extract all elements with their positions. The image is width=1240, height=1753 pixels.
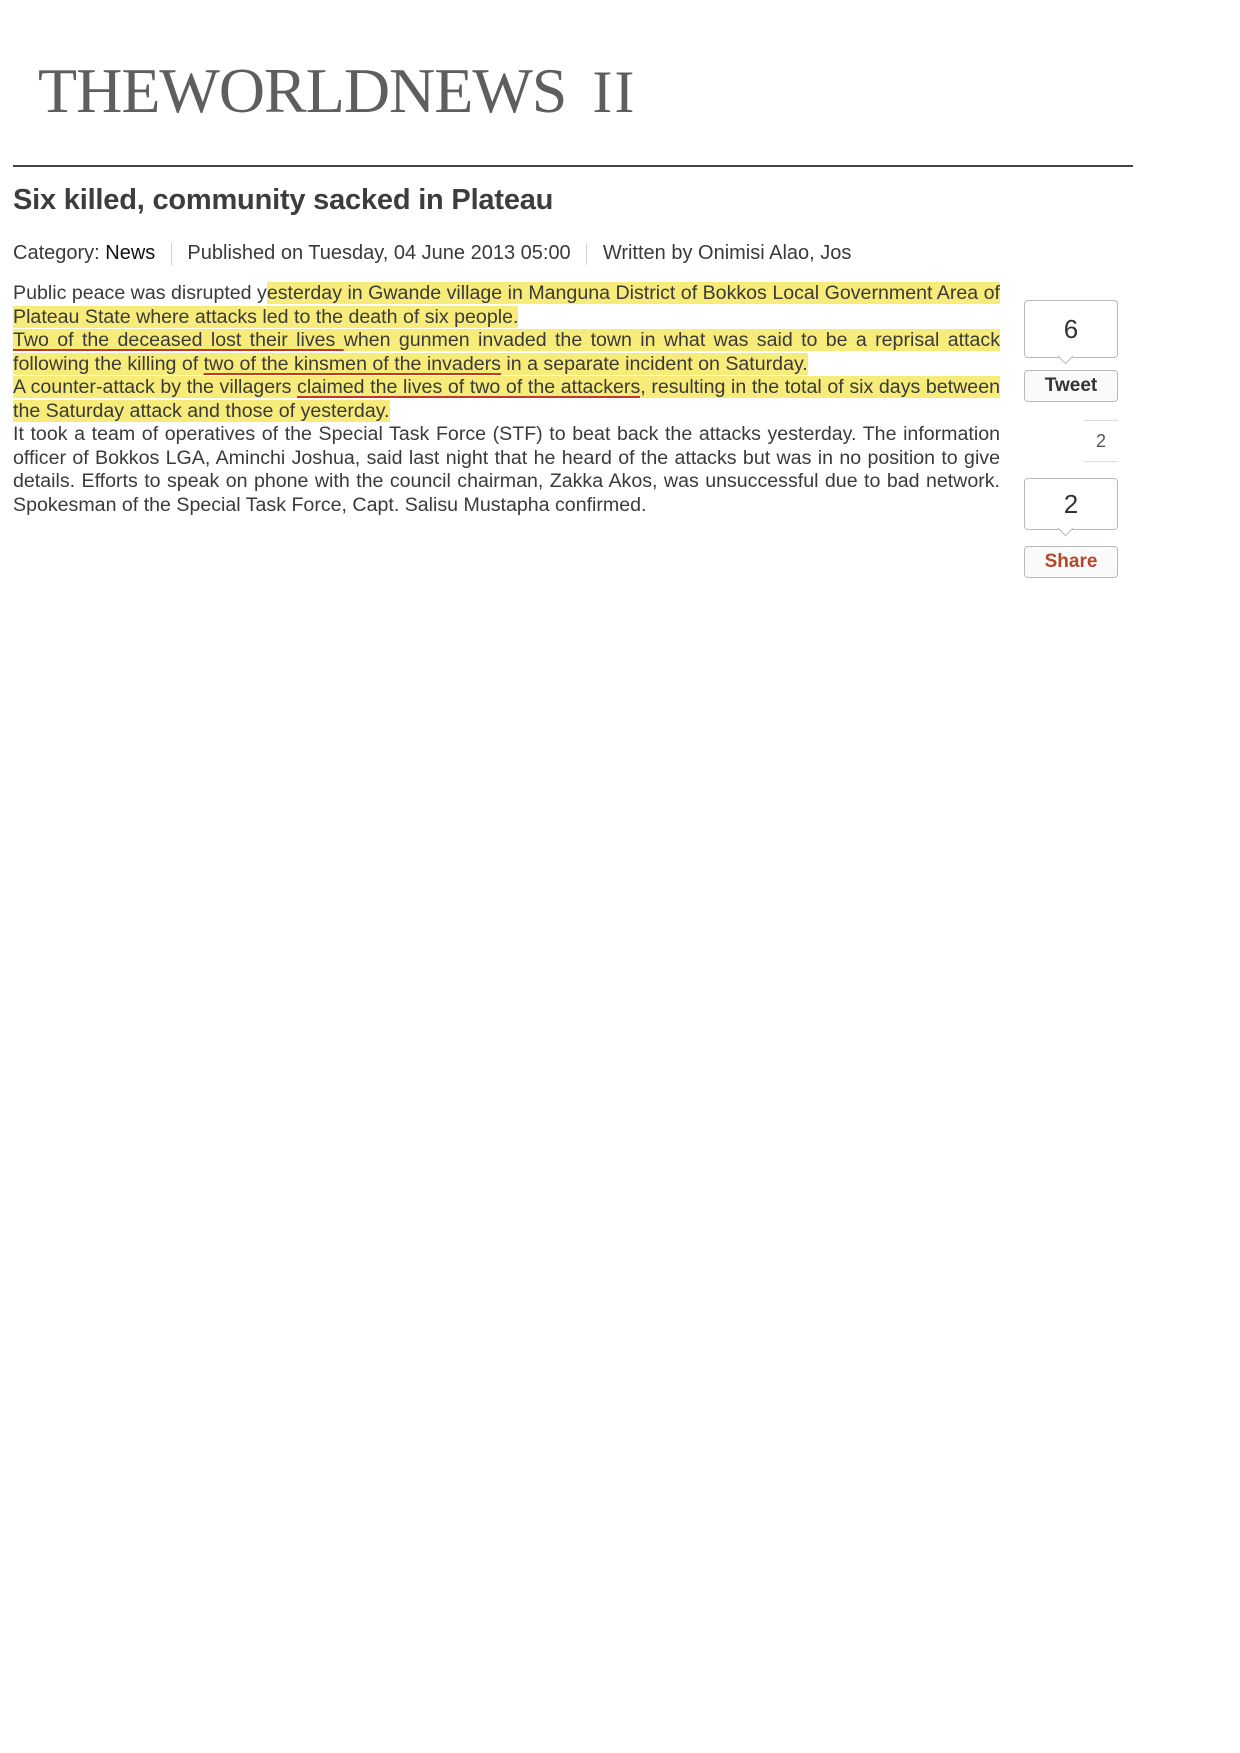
logo-suffix: II bbox=[592, 59, 637, 125]
share-count-bubble: 2 bbox=[1024, 478, 1118, 530]
meta-separator bbox=[586, 243, 587, 265]
highlight-underline: claimed the lives of two of the attackers bbox=[297, 376, 641, 398]
article-meta bbox=[13, 242, 851, 265]
logo-the: THE bbox=[38, 55, 160, 126]
article-title[interactable]: Six killed, community sacked in Plateau bbox=[13, 184, 554, 216]
highlight: , resulting in the total of six days between the Saturday attack and those of yesterday. bbox=[13, 376, 1000, 422]
site-logo[interactable] bbox=[38, 55, 637, 126]
category-label: Category: bbox=[13, 242, 100, 264]
author: Written by Onimisi Alao, Jos bbox=[602, 242, 852, 264]
tweet-count-bubble: 6 bbox=[1024, 300, 1118, 358]
category-link[interactable]: News bbox=[105, 242, 156, 264]
highlight: in a separate incident on Saturday. bbox=[500, 352, 808, 375]
highlight-underline: two of the kinsmen of the invaders bbox=[203, 352, 501, 375]
paragraph-3 bbox=[13, 376, 1000, 423]
paragraph-4: It took a team of operatives of the Special Task Force (STF) to beat back the attacks yesterday. The information officer of Bokkos LGA, Aminchi Joshua, said last night that he heard of the attacks but was in no position to give details. Efforts to speak on phone with the council chairman, Zakka Akos, was unsuccessful due to bad network. Spokesman of the Special Task Force, Capt. Salisu Mustapha confirmed. bbox=[13, 423, 1000, 516]
highlight: esterday in Gwande village in Manguna District of Bokkos Local Government Area of Plateau State where attacks led to the death of six people. bbox=[13, 282, 1000, 328]
highlight: A counter-attack by the villagers bbox=[13, 376, 298, 398]
highlight: when gunmen invaded the town in what was said to be a reprisal attack following the killing of bbox=[13, 329, 1000, 375]
header-divider bbox=[13, 165, 1133, 167]
meta-separator bbox=[171, 243, 172, 265]
tweet-button[interactable]: Tweet bbox=[1024, 370, 1118, 402]
paragraph-1: Public peace was disrupted yesterday in Gwande village in Manguna District of Bokkos Local Government Area of Plateau State where attacks led to the death of six people. bbox=[13, 282, 1000, 328]
published-date: Published on Tuesday, 04 June 2013 05:00 bbox=[187, 242, 571, 264]
paragraph-2 bbox=[13, 329, 1000, 376]
article-body bbox=[13, 282, 1000, 517]
share-button[interactable]: Share bbox=[1024, 546, 1118, 578]
logo-news: NEWS bbox=[389, 55, 567, 126]
plus-one-count: 2 bbox=[1084, 420, 1118, 462]
logo-world: WORLD bbox=[159, 55, 390, 126]
highlight-underline: Two of the deceased lost their lives bbox=[13, 329, 344, 351]
